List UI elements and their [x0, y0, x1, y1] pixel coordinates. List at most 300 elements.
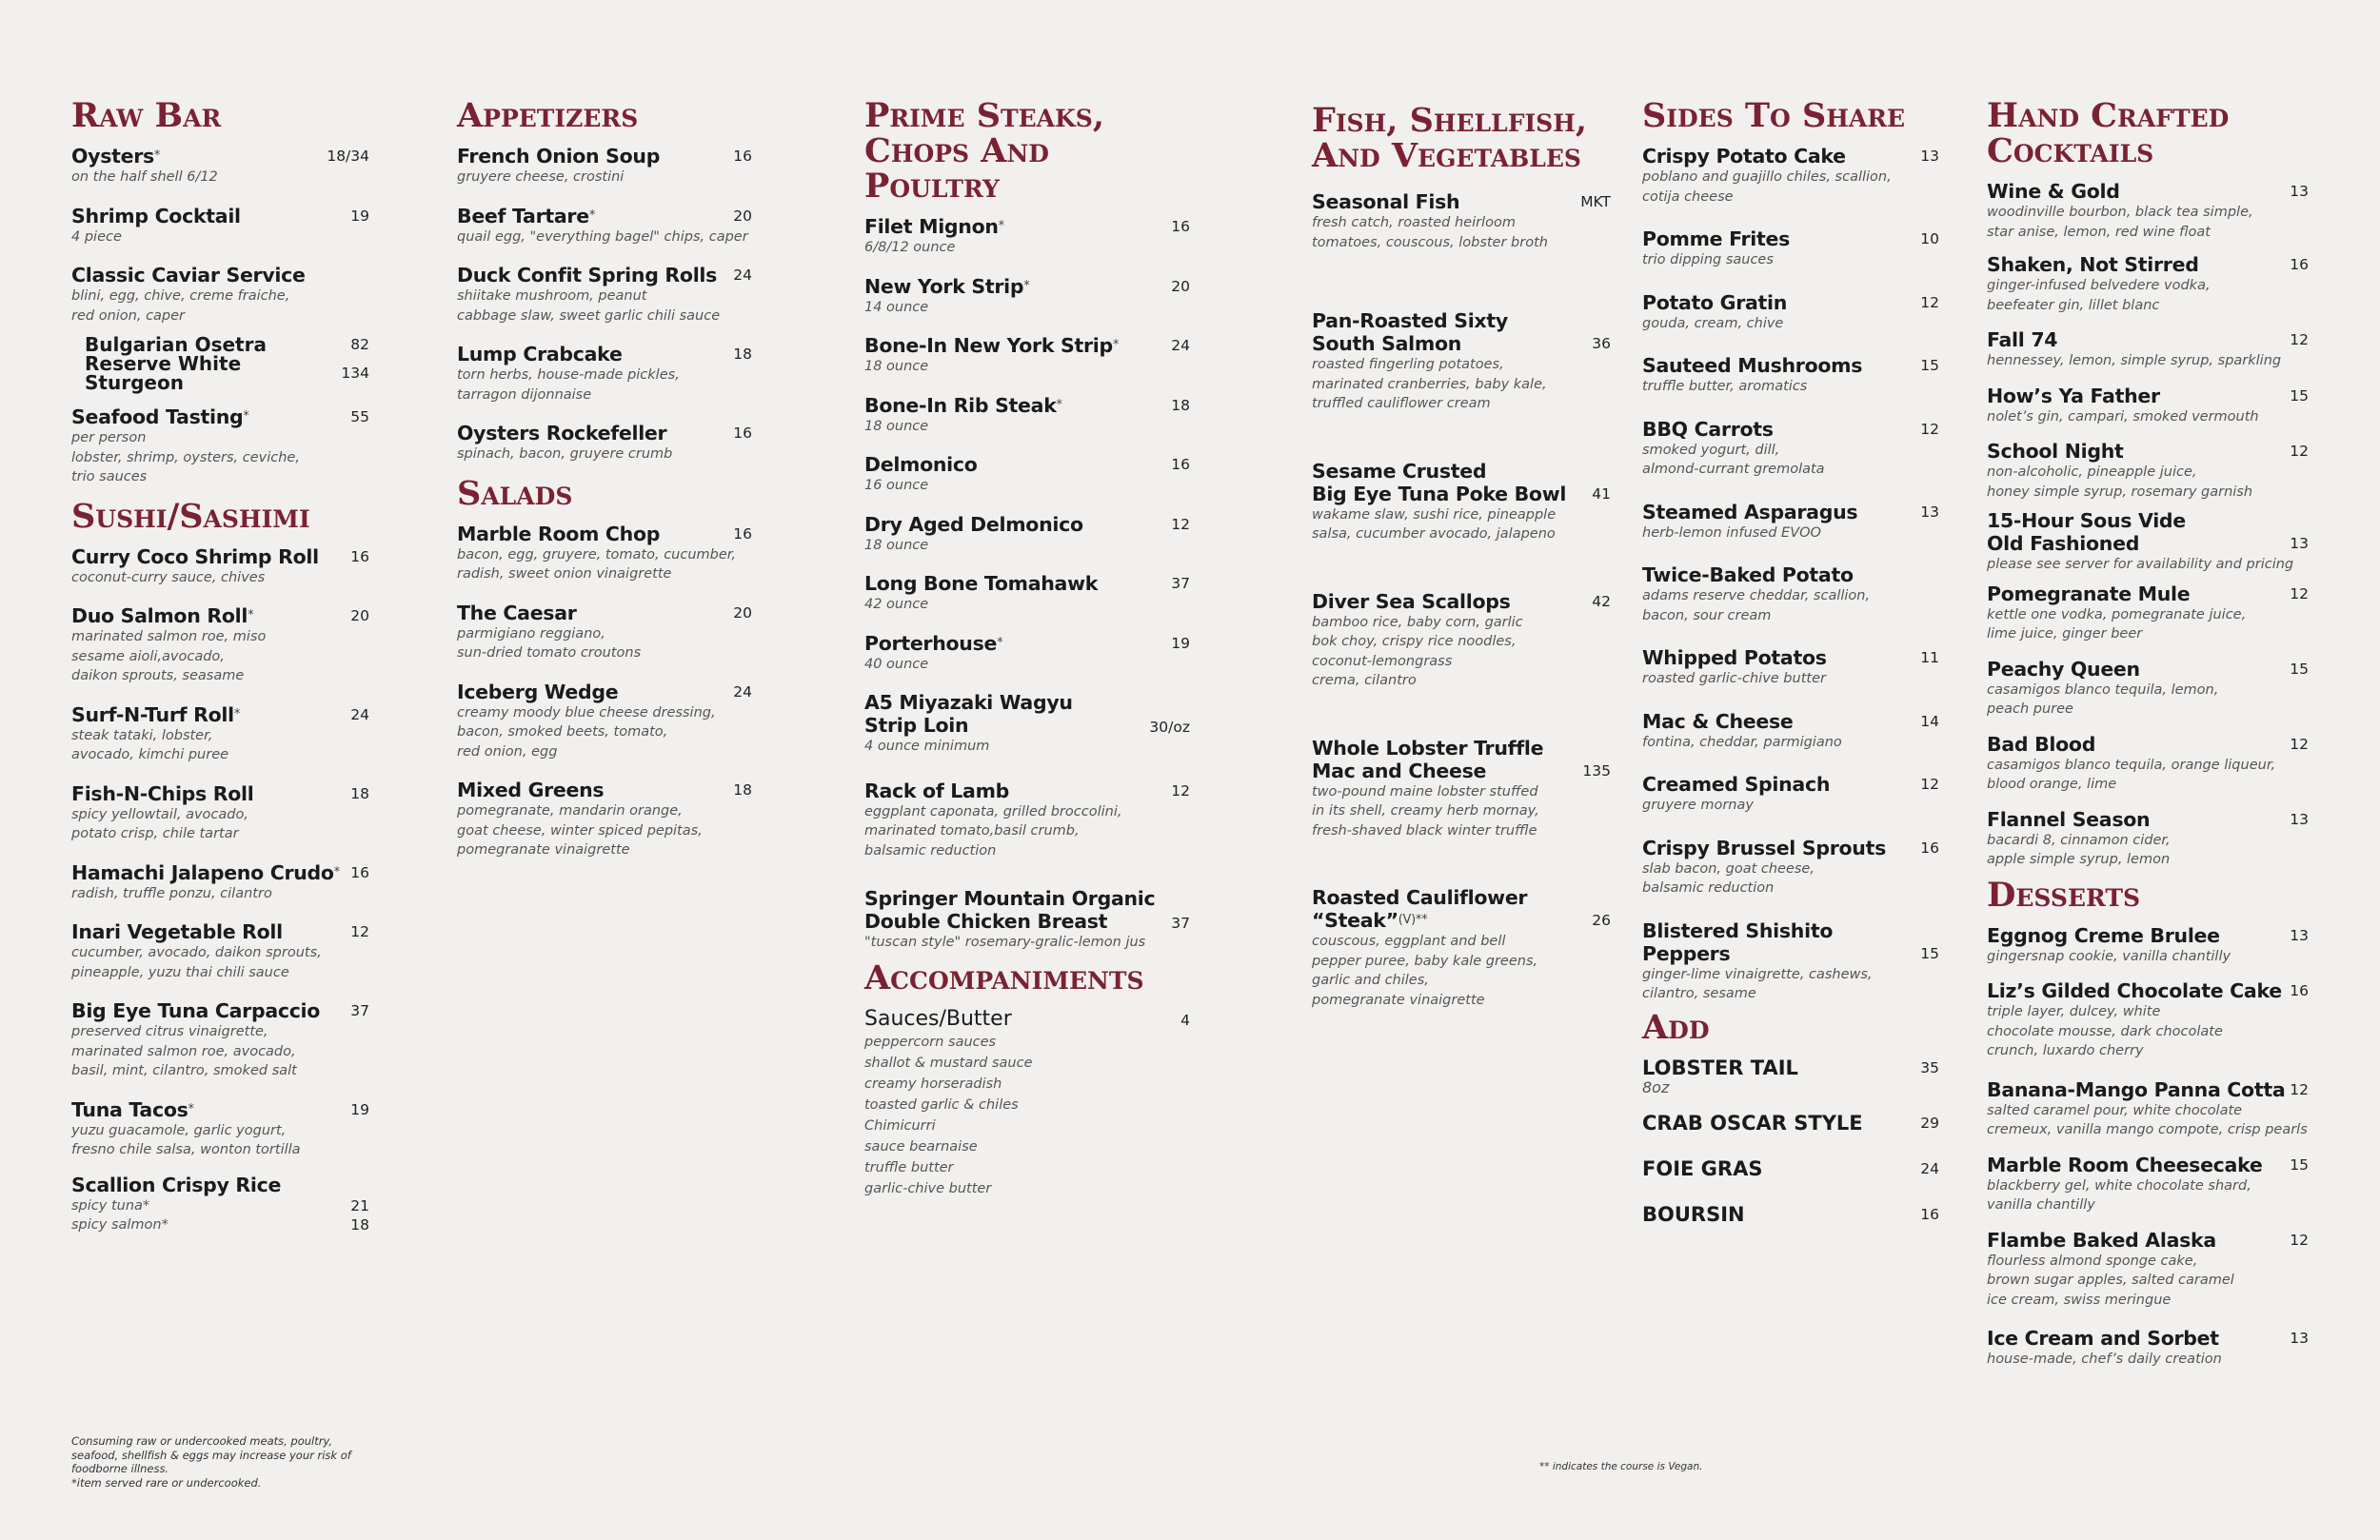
item-price: 16 — [350, 863, 369, 881]
cocktails-column — [1987, 98, 2309, 1379]
fish-heading: Fish, Shellfish, And Vegetables — [1312, 101, 1587, 175]
menu-item — [1642, 145, 1939, 207]
item-price: 13 — [2290, 535, 2309, 552]
salad-list — [457, 523, 752, 860]
menu-item — [1987, 1229, 2309, 1311]
item-description: casamigos blanco tequila, orange liqueur, blood orange, lime — [1987, 757, 2276, 792]
item-description: 6/8/12 ounce — [864, 240, 956, 255]
item-name: Curry Coco Shrimp Roll — [71, 544, 319, 568]
menu-item-rack-of-lamb — [864, 780, 1190, 861]
menu-item — [1987, 328, 2309, 371]
item-price: 15 — [2290, 386, 2309, 405]
price-option-2: 18 — [350, 1215, 369, 1234]
item-name: Long Bone Tomahawk — [864, 572, 1099, 595]
item-description: please see server for availability and pricing — [1987, 557, 2294, 572]
menu-item — [1987, 1154, 2309, 1215]
item-price: 26 — [1592, 912, 1611, 929]
item-description: pomegranate, mandarin orange, goat cheese, winter spiced pepitas, pomegranate vinaigrette — [457, 803, 703, 858]
item-price: 16 — [1920, 839, 1939, 857]
menu-item — [71, 703, 369, 765]
item-name: How’s Ya Father — [1987, 384, 2160, 407]
menu-item — [864, 394, 1190, 437]
item-name: Bone-In Rib Steak* — [864, 393, 1062, 417]
item-name: Lump Crabcake — [457, 343, 623, 365]
sides-list — [1642, 145, 1939, 1004]
menu-item — [457, 681, 752, 762]
item-price: 12 — [1920, 420, 1939, 438]
menu-item-shrimp-cocktail — [71, 205, 369, 247]
menu-item — [1987, 385, 2309, 427]
accompaniments-heading: Accompaniments — [864, 958, 1144, 997]
item-description: bacardi 8, cinnamon cider, apple simple syrup, lemon — [1987, 832, 2171, 867]
item-price: 15 — [2290, 1155, 2309, 1174]
item-description: flourless almond sponge cake, brown sugar apples, salted caramel ice cream, swiss meringue — [1987, 1253, 2234, 1308]
menu-item — [1312, 590, 1611, 691]
item-name: Bone-In New York Strip* — [864, 334, 1120, 357]
item-name: Marble Room Chop — [457, 522, 661, 545]
item-description: 4 piece — [71, 228, 122, 245]
item-name: New York Strip* — [864, 274, 1030, 298]
item-price: 18 — [1171, 396, 1190, 414]
item-name: 15-Hour Sous Vide Old Fashioned — [1987, 509, 2186, 555]
item-name: Marble Room Cheesecake — [1987, 1153, 2263, 1176]
item-name: Pomegranate Mule — [1987, 582, 2191, 605]
menu-item — [1312, 309, 1611, 414]
item-description: 40 ounce — [864, 656, 929, 672]
item-description: smoked yogurt, dill, almond-currant gremolata — [1642, 442, 1825, 477]
item-name: Crispy Brussel Sprouts — [1642, 836, 1886, 859]
item-name: Wine & Gold — [1987, 180, 2120, 203]
steaks-heading: Prime Steaks, Chops And Poultry — [864, 96, 1105, 206]
item-description: 14 ounce — [864, 299, 929, 315]
item-name: Creamed Spinach — [1642, 773, 1831, 796]
item-price: 35 — [1920, 1058, 1939, 1076]
menu-item — [457, 205, 752, 247]
appetizer-list — [457, 145, 752, 464]
item-description: adams reserve cheddar, scallion, bacon, sour cream — [1642, 588, 1871, 623]
vegan-note: ** indicates the course is Vegan. — [1539, 1461, 1703, 1472]
menu-item-caviar-service — [71, 264, 369, 326]
item-name: Eggnog Creme Brulee — [1987, 923, 2220, 947]
item-description: fontina, cheddar, parmigiano — [1642, 734, 1842, 750]
item-description: bacon, egg, gruyere, tomato, cucumber, radish, sweet onion vinaigrette — [457, 546, 737, 582]
item-price: 12 — [2290, 1231, 2309, 1249]
appetizers-heading: Appetizers — [457, 96, 639, 135]
item-price: 15 — [1920, 944, 1939, 962]
item-price: 12 — [2290, 735, 2309, 753]
item-description: blini, egg, chive, creme fraiche, red onion, caper — [71, 288, 290, 324]
item-name: Shrimp Cocktail — [71, 204, 241, 227]
item-price: 16 — [2290, 982, 2309, 999]
menu-item-sauces-butter — [864, 1007, 1190, 1199]
raw-food-disclaimer: Consuming raw or undercooked meats, poultry, seafood, shellfish & eggs may increase your risk of foodborne illness. *item served rare or undercooked. — [71, 1434, 351, 1490]
item-description: ginger-lime vinaigrette, cashews, cilantro, sesame — [1642, 966, 1873, 1001]
sushi-heading: Sushi/Sashimi — [71, 496, 310, 536]
item-description: 4 ounce minimum — [864, 739, 990, 754]
item-name: Hamachi Jalapeno Crudo* — [71, 860, 340, 884]
item-name: School Night — [1987, 440, 2124, 463]
item-price: 12 — [1171, 515, 1190, 533]
item-description: poblano and guajillo chiles, scallion, cotija cheese — [1642, 169, 1892, 205]
item-description: woodinville bourbon, black tea simple, star anise, lemon, red wine float — [1987, 205, 2253, 240]
item-price: 18 — [733, 781, 752, 799]
fish-list — [1312, 190, 1611, 840]
item-name: Fish-N-Chips Roll — [71, 781, 254, 805]
item-price: 10 — [1920, 230, 1939, 247]
item-name: Tuna Tacos* — [71, 1097, 194, 1121]
item-name: Liz’s Gilded Chocolate Cake — [1987, 979, 2282, 1002]
item-description: herb-lemon infused EVOO — [1642, 524, 1821, 541]
item-description: hennessey, lemon, simple syrup, sparkling — [1987, 353, 2282, 368]
raw-star: * — [997, 635, 1003, 650]
item-name: Delmonico — [864, 453, 978, 476]
item-description: gruyere mornay — [1642, 798, 1754, 813]
item-description: wakame slaw, sushi rice, pineapple salsa, cucumber avocado, jalapeno — [1312, 506, 1557, 542]
item-description: on the half shell 6/12 — [71, 169, 218, 185]
item-description: quail egg, "everything bagel" chips, caper — [457, 228, 748, 245]
item-name: Seasonal Fish — [1312, 190, 1460, 213]
menu-item — [1642, 919, 1939, 1004]
sides-heading: Sides To Share — [1642, 96, 1906, 135]
item-price: 16 — [733, 424, 752, 442]
item-name: Steamed Asparagus — [1642, 500, 1858, 523]
item-price: 24 — [733, 682, 752, 701]
item-price: 37 — [1171, 915, 1190, 932]
item-price: 16 — [1171, 456, 1190, 473]
raw-star: * — [1023, 278, 1030, 293]
item-price: 16 — [1920, 1205, 1939, 1223]
raw-star: * — [1056, 397, 1062, 412]
item-price: 42 — [1592, 592, 1611, 610]
menu-item — [71, 782, 369, 844]
raw-star: * — [998, 219, 1004, 233]
item-price: 12 — [350, 923, 369, 940]
menu-item — [457, 145, 752, 188]
item-description: casamigos blanco tequila, lemon, peach puree — [1987, 681, 2219, 717]
price-option-2: 134 — [341, 365, 369, 382]
vegan-mark: (V)** — [1398, 913, 1428, 927]
add-on-item — [1642, 1157, 1939, 1180]
item-name: Sesame Crusted Big Eye Tuna Poke Bowl — [1312, 459, 1567, 505]
salads-heading: Salads — [457, 473, 573, 513]
item-description: kettle one vodka, pomegranate juice, lime juice, ginger beer — [1987, 606, 2247, 642]
item-description: per person lobster, shrimp, oysters, ceviche, trio sauces — [71, 430, 300, 484]
item-name: BBQ Carrots — [1642, 417, 1774, 441]
item-name: Beef Tartare* — [457, 204, 596, 227]
item-description: gingersnap cookie, vanilla chantilly — [1987, 948, 2231, 964]
item-price: 16 — [2290, 256, 2309, 273]
item-price: 36 — [1592, 335, 1611, 352]
item-name: Bad Blood — [1987, 732, 2096, 756]
item-name: Sauces/Butter — [864, 1006, 1012, 1031]
item-description: cucumber, avocado, daikon sprouts, pineapple, yuzu thai chili sauce — [71, 945, 322, 980]
item-name: Springer Mountain Organic Double Chicken Breast — [864, 887, 1156, 933]
item-description: trio dipping sauces — [1642, 252, 1774, 267]
item-description: radish, truffle ponzu, cilantro — [71, 885, 272, 901]
raw-bar-column — [71, 98, 369, 1258]
item-description: gouda, cream, chive — [1642, 315, 1784, 331]
item-description: steak tataki, lobster, avocado, kimchi puree — [71, 727, 229, 762]
menu-item — [864, 275, 1190, 318]
menu-item — [457, 264, 752, 326]
item-description: roasted fingerling potatoes, marinated cranberries, baby kale, truffled cauliflower cream — [1312, 357, 1547, 411]
add-heading: Add — [1642, 1007, 1710, 1047]
menu-item — [1642, 227, 1939, 270]
price-option-1: 21 — [350, 1196, 369, 1214]
raw-star: * — [588, 207, 596, 223]
menu-item — [1987, 509, 2309, 575]
item-price: 13 — [2290, 810, 2309, 828]
item-name: Duck Confit Spring Rolls — [457, 264, 718, 286]
item-price: 12 — [2290, 331, 2309, 348]
item-description: 18 ounce — [864, 537, 929, 553]
item-price: 15 — [2290, 660, 2309, 678]
item-name: Twice-Baked Potato — [1642, 563, 1854, 586]
menu-item — [71, 604, 369, 686]
menu-item-oysters — [71, 145, 369, 188]
raw-star: * — [333, 864, 340, 879]
item-description: slab bacon, goat cheese, balsamic reduction — [1642, 860, 1815, 896]
item-price: 19 — [1171, 634, 1190, 652]
item-price: 11 — [1920, 649, 1939, 666]
item-name: Whole Lobster Truffle Mac and Cheese — [1312, 736, 1544, 782]
item-name: Pomme Frites — [1642, 227, 1791, 250]
item-description: peppercorn sauces shallot & mustard sauce creamy horseradish toasted garlic & chiles Chimicurri sauce bearnaise truffle butter garlic-chive butter — [864, 1034, 1033, 1196]
item-name: Inari Vegetable Roll — [71, 920, 283, 943]
item-price: 13 — [2290, 1330, 2309, 1347]
raw-star: * — [248, 608, 254, 622]
menu-item — [1987, 582, 2309, 644]
item-description: ginger-infused belvedere vodka, beefeater gin, lillet blanc — [1987, 278, 2211, 313]
item-name: Mixed Greens — [457, 779, 605, 801]
item-price: 13 — [2290, 183, 2309, 200]
price-option-1: 82 — [350, 336, 369, 353]
item-price: 24 — [733, 267, 752, 284]
desserts-heading: Desserts — [1987, 875, 2141, 915]
item-description: parmigiano reggiano, sun-dried tomato croutons — [457, 625, 642, 661]
add-on-item — [1642, 1112, 1939, 1135]
item-name: Shaken, Not Stirred — [1987, 253, 2199, 276]
item-price: 13 — [1920, 148, 1939, 165]
menu-item — [864, 513, 1190, 556]
menu-item — [457, 779, 752, 860]
item-name: The Caesar — [457, 601, 577, 624]
item-price: 29 — [1920, 1114, 1939, 1132]
item-price: 13 — [2290, 926, 2309, 944]
item-price: 16 — [1171, 218, 1190, 235]
item-price: 16 — [733, 524, 752, 543]
item-description: creamy moody blue cheese dressing, bacon, smoked beets, tomato, red onion, egg — [457, 704, 716, 760]
item-description: coconut-curry sauce, chives — [71, 569, 266, 585]
item-price: 12 — [1920, 776, 1939, 793]
menu-item — [1987, 979, 2309, 1061]
fish-column — [1312, 103, 1611, 1033]
raw-bar-heading: Raw Bar — [71, 96, 222, 135]
item-description: spicy tuna* spicy salmon* 21 18 — [71, 1196, 369, 1234]
item-description: gruyere cheese, crostini — [457, 169, 625, 185]
item-name: Duo Salmon Roll* — [71, 604, 254, 627]
menu-item — [1987, 1078, 2309, 1140]
item-price: MKT — [1580, 193, 1611, 210]
caviar-option: Bulgarian Osetra Reserve White Sturgeon 82 134 — [85, 333, 369, 394]
menu-item — [864, 215, 1190, 258]
item-description: nolet’s gin, campari, smoked vermouth — [1987, 408, 2259, 424]
menu-item — [1642, 354, 1939, 397]
item-name: Filet Mignon* — [864, 215, 1004, 238]
menu-item-roasted-cauliflower — [1312, 886, 1611, 1010]
item-name: Fall 74 — [1987, 328, 2058, 351]
item-price: 16 — [350, 547, 369, 565]
raw-star: * — [188, 1101, 194, 1116]
item-name: Classic Caviar Service — [71, 264, 306, 286]
item-price: 20 — [1171, 277, 1190, 295]
item-price: 55 — [350, 408, 369, 425]
item-description: 42 ounce — [864, 597, 929, 612]
cocktail-list — [1987, 180, 2309, 870]
menu-item-a5-wagyu — [864, 691, 1190, 757]
item-name: Seafood Tasting — [71, 405, 244, 428]
item-description: non-alcoholic, pineapple juice, honey simple syrup, rosemary garnish — [1987, 464, 2253, 500]
item-name: A5 Miyazaki Wagyu Strip Loin — [864, 691, 1073, 737]
item-name: Whipped Potatos — [1642, 646, 1827, 669]
item-name: BOURSIN — [1642, 1202, 1745, 1226]
item-name: Flambe Baked Alaska — [1987, 1228, 2216, 1252]
item-price: 24 — [1171, 337, 1190, 354]
item-description: 18 ounce — [864, 359, 929, 374]
sides-column — [1642, 98, 1939, 1249]
item-price: 13 — [1920, 503, 1939, 521]
item-description: 16 ounce — [864, 478, 929, 493]
item-description: 18 ounce — [864, 418, 929, 434]
item-description: preserved citrus vinaigrette, marinated salmon roe, avocado, basil, mint, cilantro, smoked salt — [71, 1024, 297, 1078]
item-name: Diver Sea Scallops — [1312, 589, 1511, 613]
item-name: Roasted Cauliflower “Steak”$^{(V)**}$ — [1312, 886, 1528, 932]
menu-item — [1987, 924, 2309, 967]
item-name: Big Eye Tuna Carpaccio — [71, 999, 321, 1022]
item-name: Flannel Season — [1987, 807, 2151, 831]
item-price: 30/oz — [1149, 719, 1190, 736]
menu-item — [457, 602, 752, 663]
menu-item — [864, 453, 1190, 496]
item-name: CRAB OSCAR STYLE — [1642, 1111, 1863, 1135]
cocktails-heading: Hand Crafted Cocktails — [1987, 96, 2230, 170]
menu-item — [1312, 460, 1611, 544]
item-description: two-pound maine lobster stuffed in its shell, creamy herb mornay, fresh-shaved black winter truffle — [1312, 783, 1539, 839]
item-description: roasted garlic-chive butter — [1642, 671, 1826, 686]
item-description: yuzu guacamole, garlic yogurt, fresno chile salsa, wonton tortilla — [71, 1122, 301, 1157]
item-name: Peachy Queen — [1987, 657, 2140, 681]
item-price: 37 — [1171, 575, 1190, 592]
menu-item — [1987, 808, 2309, 870]
menu-item — [71, 1098, 369, 1160]
steak-list — [864, 215, 1190, 674]
item-name: Oysters Rockefeller — [457, 422, 667, 444]
item-description: spicy yellowtail, avocado, potato crisp, chile tartar — [71, 806, 248, 841]
item-description: truffle butter, aromatics — [1642, 379, 1808, 394]
item-price: 19 — [350, 1100, 369, 1118]
item-price: 19 — [350, 207, 369, 225]
item-price: 20 — [733, 603, 752, 622]
raw-star: * — [243, 409, 249, 424]
item-description: eggplant caponata, grilled broccolini, marinated tomato,basil crumb, balsamic reduction — [864, 803, 1122, 859]
item-name: LOBSTER TAIL — [1642, 1056, 1798, 1079]
item-description: marinated salmon roe, miso sesame aioli,avocado, daikon sprouts, seasame — [71, 629, 267, 683]
item-description: torn herbs, house-made pickles, tarragon dijonnaise — [457, 367, 680, 403]
menu-item — [1642, 837, 1939, 898]
menu-item — [1642, 563, 1939, 625]
menu-item — [1642, 418, 1939, 480]
item-price: 135 — [1582, 761, 1611, 780]
item-price: 14 — [1920, 712, 1939, 730]
item-name: Mac & Cheese — [1642, 709, 1794, 733]
item-price: 15 — [1920, 357, 1939, 374]
item-price: 18/34 — [327, 148, 369, 165]
item-description: couscous, eggplant and bell pepper puree, baby kale greens, garlic and chiles, pomegranate vinaigrette — [1312, 934, 1538, 1008]
item-price: 24 — [350, 705, 369, 723]
menu-item — [457, 422, 752, 464]
item-name: Banana-Mango Panna Cotta — [1987, 1077, 2286, 1101]
menu-item — [1642, 710, 1939, 753]
item-description: spinach, bacon, gruyere crumb — [457, 446, 673, 462]
menu-item-seafood-tasting — [71, 405, 369, 487]
item-price: 37 — [350, 1002, 369, 1019]
item-name: Surf-N-Turf Roll* — [71, 702, 241, 726]
menu-item — [864, 334, 1190, 377]
menu-item — [1987, 440, 2309, 502]
menu-item — [71, 920, 369, 982]
item-name: Rack of Lamb — [864, 779, 1010, 802]
menu-item — [71, 545, 369, 588]
item-description: triple layer, dulcey, white chocolate mousse, dark chocolate crunch, luxardo cherry — [1987, 1004, 2223, 1058]
add-on-item — [1642, 1056, 1939, 1096]
item-price: 12 — [2290, 443, 2309, 460]
item-name: Oysters — [71, 145, 154, 168]
item-name: Crispy Potato Cake — [1642, 145, 1846, 168]
menu-item — [71, 999, 369, 1081]
item-name: French Onion Soup — [457, 145, 661, 168]
menu-item — [864, 632, 1190, 675]
item-price: 41 — [1592, 484, 1611, 503]
item-price: 12 — [1171, 781, 1190, 800]
menu-item — [1987, 253, 2309, 315]
menu-item — [457, 523, 752, 584]
item-description: "tuscan style" rosemary-gralic-lemon jus — [864, 935, 1146, 950]
menu-item — [71, 861, 369, 904]
menu-item — [1642, 646, 1939, 689]
menu-item-scallion-crispy-rice — [71, 1174, 369, 1235]
item-price: 18 — [733, 346, 752, 363]
item-description: bamboo rice, baby corn, garlic bok choy, crispy rice noodles, coconut-lemongrass crema, cilantro — [1312, 614, 1523, 688]
menu-item — [1642, 773, 1939, 816]
menu-item — [457, 343, 752, 405]
raw-star: * — [1112, 338, 1120, 352]
item-name: Dry Aged Delmonico — [864, 512, 1083, 536]
menu-item — [1987, 180, 2309, 242]
item-name: Ice Cream and Sorbet — [1987, 1327, 2219, 1350]
item-description: salted caramel pour, white chocolate cremeux, vanilla mango compote, crisp pearls — [1987, 1102, 2308, 1137]
item-name: Potato Gratin — [1642, 290, 1788, 314]
item-name: Porterhouse* — [864, 631, 1003, 655]
item-price: 24 — [1920, 1159, 1939, 1177]
item-name: Scallion Crispy Rice — [71, 1173, 282, 1196]
menu-item — [1987, 1327, 2309, 1370]
appetizers-column — [457, 98, 752, 878]
item-description: fresh catch, roasted heirloom tomatoes, couscous, lobster broth — [1312, 215, 1548, 250]
item-price: 20 — [350, 607, 369, 624]
item-name: Blistered Shishito Peppers — [1642, 918, 1834, 965]
add-list — [1642, 1056, 1939, 1226]
item-price: 4 — [1180, 1011, 1190, 1029]
